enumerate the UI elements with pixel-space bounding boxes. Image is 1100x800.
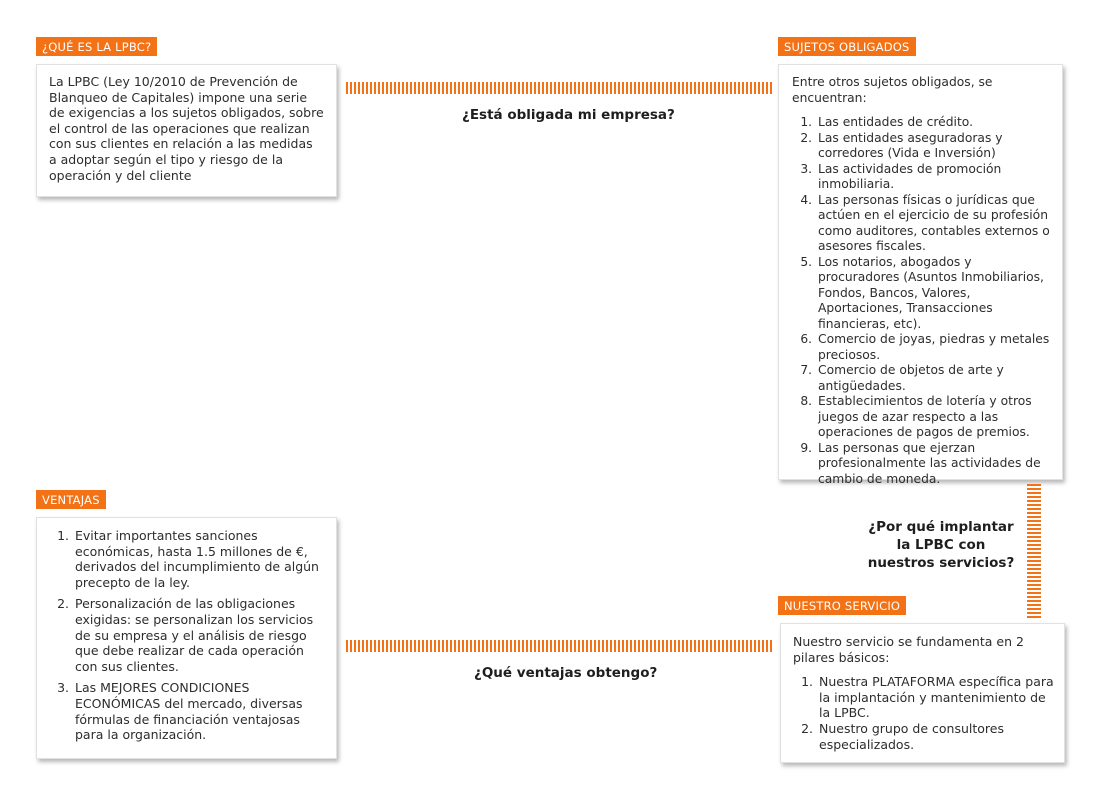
list-item: 2. Las entidades aseguradoras y corredores (Vida e Inversión)	[816, 131, 1052, 162]
question-por-que	[862, 518, 1020, 572]
ventajas-tag: VENTAJAS	[36, 490, 106, 509]
que-es-lpbc-text: La LPBC (Ley 10/2010 de Prevención de Blanqueo de Capitales) impone una serie de exigencias a los sujetos obligados, sobre el control de las operaciones que realizan con sus clientes en relación a las medidas a adoptar según el tipo y riesgo de la operación y del cliente	[49, 74, 324, 183]
list-item: 9. Las personas que ejerzan profesionalmente las actividades de cambio de moneda.	[816, 441, 1052, 488]
list-item: 4. Las personas físicas o jurídicas que actúen en el ejercicio de su profesión como auditores, contables externos o asesores fiscales.	[816, 193, 1052, 255]
servicio-intro: Nuestro servicio se fundamenta en 2 pilares básicos:	[793, 634, 1024, 665]
connector-right	[1027, 484, 1041, 620]
list-item: 3. Las MEJORES CONDICIONES ECONÓMICAS del mercado, diversas fórmulas de financiación ventajosas para la organización.	[73, 680, 326, 742]
question-ventajas: ¿Qué ventajas obtengo?	[474, 665, 658, 681]
list-item: 6. Comercio de joyas, piedras y metales preciosos.	[816, 332, 1052, 363]
question-por-que-line2: la LPBC con	[896, 537, 986, 553]
list-item: 2. Nuestro grupo de consultores especializados.	[817, 721, 1054, 752]
sujetos-intro: Entre otros sujetos obligados, se encuentran:	[792, 75, 993, 105]
que-es-lpbc-box	[36, 64, 337, 197]
sujetos-obligados-box	[778, 64, 1063, 486]
question-por-que-line1: ¿Por qué implantar	[868, 519, 1014, 535]
list-item: 2. Personalización de las obligaciones exigidas: se personalizan los servicios de su empresa y el análisis de riesgo que debe realizar de cada operación con sus clientes.	[73, 596, 326, 674]
list-item: 1. Nuestra PLATAFORMA específica para la implantación y mantenimiento de la LPBC.	[817, 674, 1054, 721]
nuestro-servicio-tag: NUESTRO SERVICIO	[778, 596, 906, 615]
list-item: 1. Las entidades de crédito.	[816, 115, 1052, 131]
list-item: 8. Establecimientos de lotería y otros juegos de azar respecto a las operaciones de pagos de premios.	[816, 394, 1052, 441]
ventajas-box	[36, 517, 337, 759]
ventajas-list	[49, 528, 326, 743]
list-item: 5. Los notarios, abogados y procuradores (Asuntos Inmobiliarios, Fondos, Bancos, Valores, Aportaciones, Transacciones financieras, etc).	[816, 255, 1052, 333]
nuestro-servicio-box	[780, 623, 1065, 763]
list-item: 3. Las actividades de promoción inmobiliaria.	[816, 162, 1052, 193]
que-es-lpbc-tag: ¿QUÉ ES LA LPBC?	[36, 37, 157, 56]
question-obligada: ¿Está obligada mi empresa?	[462, 107, 675, 123]
list-item: 7. Comercio de objetos de arte y antigüedades.	[816, 363, 1052, 394]
sujetos-obligados-tag: SUJETOS OBLIGADOS	[778, 37, 916, 56]
servicio-list	[793, 674, 1054, 752]
connector-bottom	[346, 640, 774, 652]
question-por-que-line3: nuestros servicios?	[867, 555, 1015, 571]
connector-top	[346, 82, 774, 94]
sujetos-list	[792, 115, 1052, 487]
list-item: 1. Evitar importantes sanciones económicas, hasta 1.5 millones de €, derivados del incumplimiento de algún precepto de la ley.	[73, 528, 326, 590]
